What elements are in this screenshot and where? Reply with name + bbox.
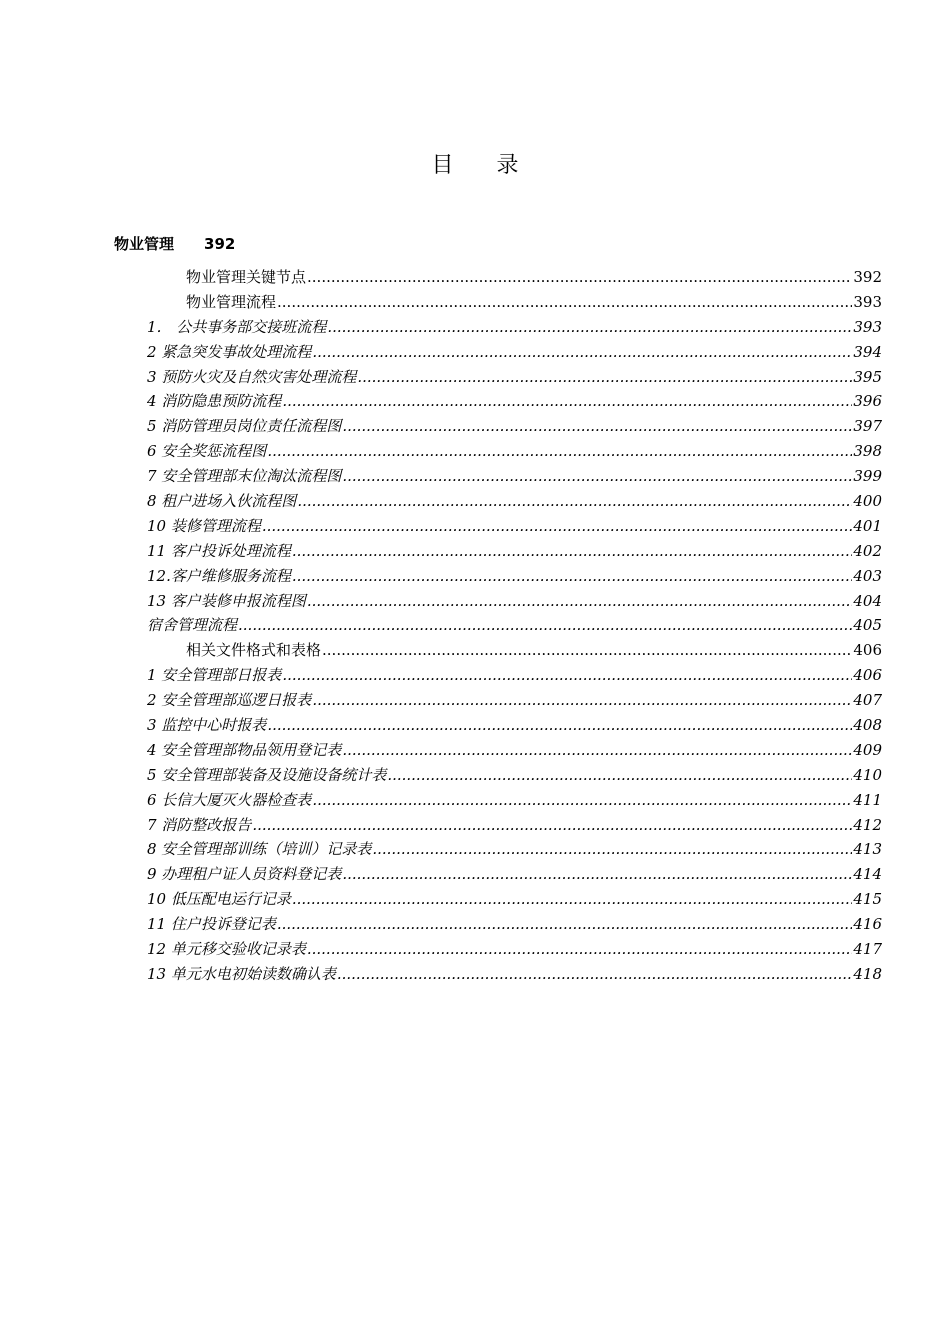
toc-entry-text: 13 单元水电初始读数确认表: [147, 964, 336, 983]
dot-leader: [267, 439, 852, 464]
dot-leader: [297, 489, 852, 514]
toc-entry[interactable]: [0, 589, 950, 614]
toc-entry[interactable]: [0, 962, 950, 987]
toc-entry-text: 10 低压配电运行记录: [147, 890, 291, 909]
toc-entry[interactable]: [0, 389, 950, 414]
toc-entry-page-number: 416: [853, 915, 882, 934]
toc-entry-page-number: 400: [853, 492, 882, 511]
dot-leader: [337, 962, 853, 987]
toc-entry[interactable]: [0, 564, 950, 589]
toc-entry-text: 6 长信大厦灭火器检查表: [147, 790, 312, 809]
toc-entry-text: 3 监控中心时报表: [147, 716, 267, 735]
toc-entry-page-number: 407: [853, 691, 882, 710]
toc-entry-page-number: 408: [853, 716, 882, 735]
toc-entry-text: 4 消防隐患预防流程: [147, 392, 282, 411]
toc-entry-text: 7 消防整改报告: [147, 815, 252, 834]
dot-leader: [342, 862, 852, 887]
dot-leader: [312, 340, 852, 365]
dot-leader: [292, 887, 853, 912]
toc-entry-text: 2 紧急突发事故处理流程: [147, 342, 312, 361]
dot-leader: [342, 738, 852, 763]
toc-entry[interactable]: [0, 514, 950, 539]
toc-entry-page-number: 399: [853, 467, 882, 486]
toc-entry[interactable]: [0, 813, 950, 838]
toc-entry-page-number: 411: [853, 790, 882, 809]
dot-leader: [277, 912, 853, 937]
toc-entry-page-number: 398: [853, 442, 882, 461]
section-heading: [114, 233, 235, 254]
dot-leader: [262, 514, 853, 539]
toc-entry-text: 1 安全管理部日报表: [147, 666, 282, 685]
toc-entry-text: 物业管理关键节点: [186, 268, 307, 286]
toc-entry-text: 8 租户进场入伙流程图: [147, 492, 297, 511]
toc-entry[interactable]: [0, 489, 950, 514]
toc-entry-text: 6 安全奖惩流程图: [147, 442, 267, 461]
toc-entry-page-number: 410: [853, 765, 882, 784]
toc-entry[interactable]: [0, 365, 950, 390]
toc-entry-text: 7 安全管理部末位淘汰流程图: [147, 467, 342, 486]
toc-entry-text: 宿舍管理流程: [147, 616, 238, 635]
toc-entry[interactable]: [0, 887, 950, 912]
toc-entry-page-number: 413: [853, 840, 882, 859]
toc-entry-page-number: 406: [853, 641, 882, 660]
toc-entry-text: 5 消防管理员岗位责任流程图: [147, 417, 342, 436]
toc-entry[interactable]: [0, 688, 950, 713]
toc-entry[interactable]: [0, 464, 950, 489]
toc-entry-page-number: 404: [853, 591, 882, 610]
dot-leader: [282, 389, 852, 414]
dot-leader: [307, 265, 852, 290]
toc-entry-page-number: 417: [853, 940, 882, 959]
dot-leader: [307, 589, 853, 614]
toc-entry-page-number: 392: [853, 268, 882, 286]
dot-leader: [282, 663, 852, 688]
dot-leader: [312, 788, 852, 813]
toc-entry[interactable]: [0, 414, 950, 439]
dot-leader: [372, 837, 852, 862]
toc-entry-text: 9 办理租户证人员资料登记表: [147, 865, 342, 884]
toc-entry-text: 5 安全管理部装备及设施设备统计表: [147, 765, 387, 784]
toc-entry[interactable]: [0, 837, 950, 862]
toc-entry-text: 13 客户装修申报流程图: [147, 591, 306, 610]
toc-entry[interactable]: [0, 912, 950, 937]
toc-entry-page-number: 406: [853, 666, 882, 685]
toc-entry-text: 相关文件格式和表格: [186, 641, 322, 660]
section-page-number: 392: [204, 235, 236, 253]
toc-entry-text: 11 住户投诉登记表: [147, 915, 276, 934]
dot-leader: [267, 713, 852, 738]
toc-entry-page-number: 414: [853, 865, 882, 884]
toc-entry[interactable]: [0, 638, 950, 663]
toc-entry[interactable]: [0, 539, 950, 564]
toc-entry[interactable]: [0, 763, 950, 788]
toc-entry[interactable]: [0, 788, 950, 813]
toc-entry[interactable]: [0, 713, 950, 738]
toc-entry-text: 12.客户维修服务流程: [147, 566, 291, 585]
toc-entry-page-number: 395: [853, 367, 882, 386]
dot-leader: [307, 937, 853, 962]
toc-entry[interactable]: [0, 439, 950, 464]
toc-entry[interactable]: [0, 340, 950, 365]
page-title: 目 录: [431, 153, 537, 178]
toc-entry[interactable]: [0, 613, 950, 638]
toc-entry-page-number: 396: [853, 392, 882, 411]
table-of-contents: [0, 265, 950, 987]
dot-leader: [312, 688, 852, 713]
toc-entry-page-number: 397: [853, 417, 882, 436]
dot-leader: [238, 613, 852, 638]
dot-leader: [322, 638, 852, 663]
toc-entry-page-number: 402: [853, 541, 882, 560]
toc-entry[interactable]: [0, 265, 950, 290]
toc-entry-text: 2 安全管理部巡逻日报表: [147, 691, 312, 710]
dot-leader: [357, 365, 852, 390]
section-label: 物业管理: [114, 235, 175, 253]
dot-leader: [277, 290, 852, 315]
toc-entry[interactable]: [0, 290, 950, 315]
toc-entry-text: 物业管理流程: [186, 292, 277, 311]
toc-entry-page-number: 394: [853, 342, 882, 361]
toc-entry[interactable]: [0, 937, 950, 962]
toc-entry-page-number: 412: [853, 815, 882, 834]
dot-leader: [342, 414, 852, 439]
toc-entry-page-number: 403: [853, 566, 882, 585]
toc-entry-page-number: 418: [853, 964, 882, 983]
dot-leader: [252, 813, 852, 838]
toc-entry-page-number: 405: [853, 616, 882, 635]
toc-entry[interactable]: [0, 315, 950, 340]
toc-entry[interactable]: [0, 738, 950, 763]
toc-entry-text: 1． 公共事务部交接班流程: [147, 317, 327, 336]
toc-entry-page-number: 415: [853, 890, 882, 909]
dot-leader: [292, 539, 853, 564]
toc-entry-page-number: 393: [853, 317, 882, 336]
toc-entry-text: 8 安全管理部训练（培训）记录表: [147, 840, 372, 859]
toc-entry-page-number: 401: [853, 516, 882, 535]
dot-leader: [327, 315, 852, 340]
toc-entry-text: 10 装修管理流程: [147, 516, 261, 535]
toc-entry[interactable]: [0, 663, 950, 688]
toc-entry-text: 12 单元移交验收记录表: [147, 940, 306, 959]
dot-leader: [342, 464, 852, 489]
toc-entry-text: 11 客户投诉处理流程: [147, 541, 291, 560]
dot-leader: [387, 763, 852, 788]
toc-entry-page-number: 393: [853, 292, 882, 311]
dot-leader: [292, 564, 853, 589]
toc-entry-text: 3 预防火灾及自然灾害处理流程: [147, 367, 357, 386]
toc-entry[interactable]: [0, 862, 950, 887]
toc-entry-text: 4 安全管理部物品领用登记表: [147, 740, 342, 759]
toc-entry-page-number: 409: [853, 740, 882, 759]
